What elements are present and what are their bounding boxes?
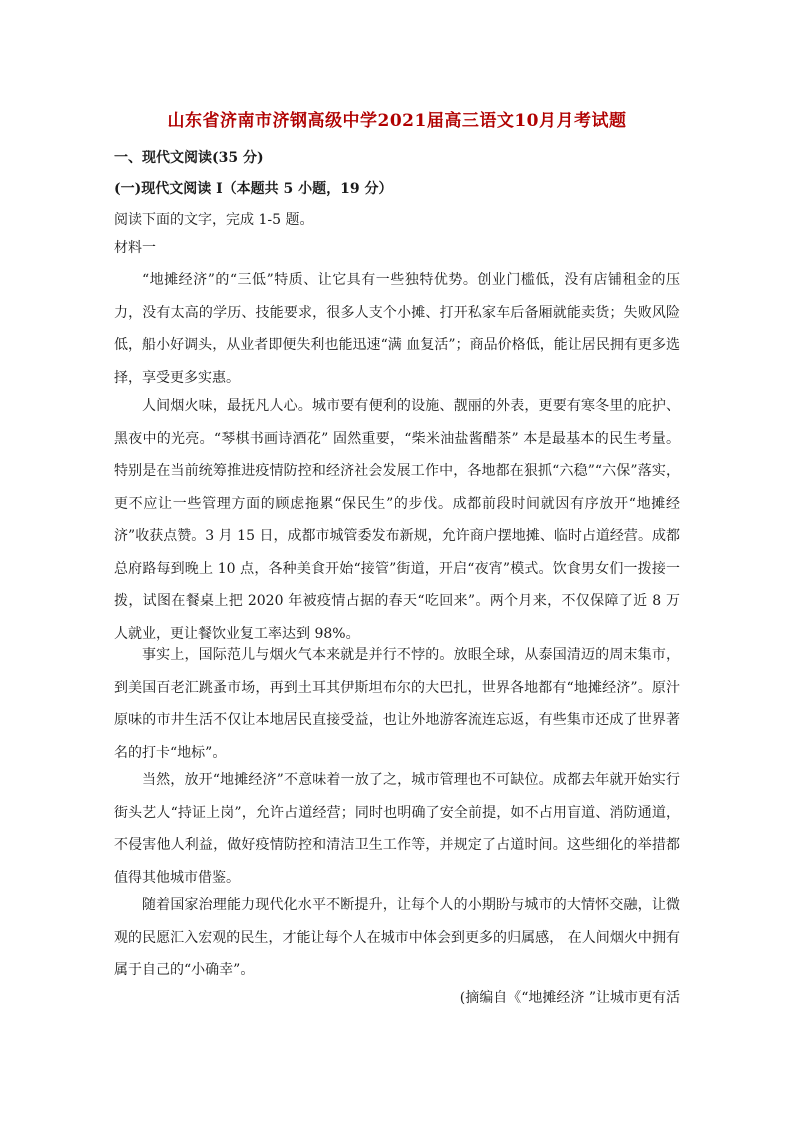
paragraph-2: 人间烟火味，最抚凡人心。城市要有便利的设施、靓丽的外表，更要有寒冬里的庇护、黑夜中的光亮。“琴棋书画诗酒花” 固然重要，“柴米油盐酱醋茶” 本是最基本的民生考量。特别是在当前统筹推进疫情防控和经济社会发展工作中，各地都在狠抓“六稳”“六保”落实，更不应让一些管理方面的顾虑拖累“保民生”的步伐。成都前段时间就因有序放开“地摊经济”收获点赞。3 月 15 日，成都市城管委发布新规，允许商户摆地摊、临时占道经营。成都总府路每到晚上 10 点，各种美食开始“接管”街道，开启“夜宵”模式。饮食男女们一拨接一拨，试图在餐桌上把 2020 年被疫情占据的春天“吃回来”。两个月来，不仅保障了近 8 万人就业，更让餐饮业复工率达到 98%。 xyxy=(114,398,680,642)
paragraph-4: 当然，放开“地摊经济”不意味着一放了之，城市管理也不可缺位。成都去年就开始实行街头艺人“持证上岗”，允许占道经营；同时也明确了安全前提，如不占用盲道、消防通道，不侵害他人利益，做好疫情防控和清洁卫生工作等，并规定了占道时间。这些细化的举措都值得其他城市借鉴。 xyxy=(114,772,680,886)
section-heading: 一、现代文阅读(35 分) xyxy=(114,150,264,166)
material-label: 材料一 xyxy=(114,240,156,256)
page-title: 山东省济南市济钢高级中学2021届高三语文10月月考试题 xyxy=(167,111,627,131)
source-citation: (摘编自《“地摊经济 ”让城市更有活 xyxy=(459,990,680,1006)
paragraph-1: “地摊经济”的“三低”特质、让它具有一些独特优势。创业门槛低，没有店铺租金的压力，没有太高的学历、技能要求，很多人支个小摊、打开私家车后备厢就能卖货；失败风险低，船小好调头，从业者即便失利也能迅速“满 血复活”；商品价格低，能让居民拥有更多选择，享受更多实惠。 xyxy=(114,272,680,386)
paragraph-3: 事实上，国际范儿与烟火气本来就是并行不悖的。放眼全球，从泰国清迈的周末集市，到美国百老汇跳蚤市场，再到土耳其伊斯坦布尔的大巴扎，世界各地都有“地摊经济”。原汁原味的市井生活不仅让本地居民直接受益，也让外地游客流连忘返，有些集市还成了世界著名的打卡“地标”。 xyxy=(114,647,680,761)
paragraph-5: 随着国家治理能力现代化水平不断提升，让每个人的小期盼与城市的大情怀交融，让微观的民愿汇入宏观的民生，才能让每个人在城市中体会到更多的归属感， 在人间烟火中拥有属于自己的“小确幸”。 xyxy=(114,897,680,978)
subsection-heading: (一)现代文阅读 I（本题共 5 小题，19 分） xyxy=(114,181,393,197)
instruction-text: 阅读下面的文字，完成 1-5 题。 xyxy=(114,212,314,228)
